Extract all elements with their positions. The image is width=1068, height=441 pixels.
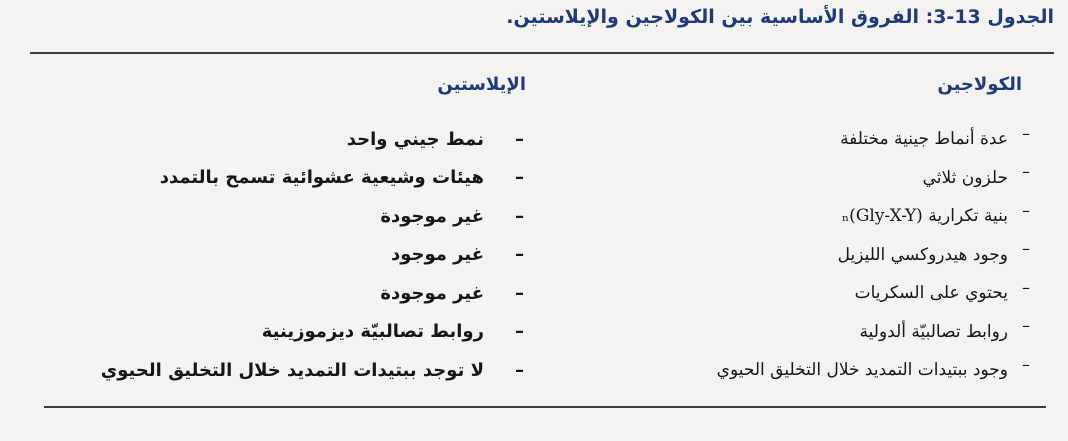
elastin-cell: نمط جيني واحد [346, 128, 484, 150]
dash-bullet: – [1022, 123, 1030, 143]
column-header-elastin: الإيلاستين [437, 74, 526, 95]
elastin-cell: غير موجودة [380, 282, 484, 304]
table-row [730, 120, 1030, 159]
collagen-cell: وجود هيدروكسي الليزيل [837, 244, 1008, 265]
table-row [730, 236, 1030, 275]
collagen-cell: وجود ببتيدات التمديد خلال التخليق الحيوي [716, 360, 1008, 381]
elastin-cell: غير موجودة [380, 205, 484, 227]
table-row [44, 159, 524, 198]
dash-bullet: – [1022, 162, 1030, 182]
dash-bullet: – [1022, 277, 1030, 297]
table-row [44, 197, 524, 236]
dash-bullet: – [1022, 354, 1030, 374]
elastin-cell: غير موجود [390, 244, 484, 266]
dash-bullet: – [1022, 200, 1030, 220]
column-header-collagen: الكولاجين [937, 74, 1022, 95]
dash-bullet: – [515, 359, 524, 381]
elastin-cell: روابط تصالبيّة ديزموزينية [261, 321, 484, 343]
table-bottom-rule [44, 406, 1046, 408]
table-row [44, 120, 524, 159]
collagen-cell: بنية تكرارية (Gly-X-Y)ₙ [841, 206, 1008, 227]
dash-bullet: – [1022, 239, 1030, 259]
table-top-rule [30, 52, 1054, 54]
collagen-cell: حلزون ثلاثي [922, 167, 1008, 188]
dash-bullet: – [515, 167, 524, 189]
dash-bullet: – [515, 321, 524, 343]
elastin-cell: هيئات وشيعية عشوائية تسمح بالتمدد [159, 167, 484, 189]
table-row [44, 313, 524, 352]
table-row [730, 274, 1030, 313]
elastin-cell: لا توجد ببتيدات التمديد خلال التخليق الحيوي [100, 359, 484, 381]
dash-bullet: – [515, 282, 524, 304]
dash-bullet: – [515, 128, 524, 150]
collagen-cell: عدة أنماط جينية مختلفة [840, 129, 1008, 150]
table-row [44, 351, 524, 390]
dash-bullet: – [515, 244, 524, 266]
collagen-cell: يحتوي على السكريات [854, 283, 1008, 304]
table-row [44, 236, 524, 275]
elastin-column [44, 120, 524, 390]
dash-bullet: – [1022, 316, 1030, 336]
table-caption: الجدول 13-3: الفروق الأساسية بين الكولاجين والإيلاستين. [506, 6, 1054, 28]
table-row [730, 159, 1030, 198]
collagen-column [716, 120, 1030, 390]
collagen-cell: روابط تصالبيّة ألدولية [859, 321, 1008, 342]
dash-bullet: – [515, 205, 524, 227]
table-row [716, 351, 1030, 390]
table-row [730, 197, 1030, 236]
table-row [44, 274, 524, 313]
table-row [730, 313, 1030, 352]
